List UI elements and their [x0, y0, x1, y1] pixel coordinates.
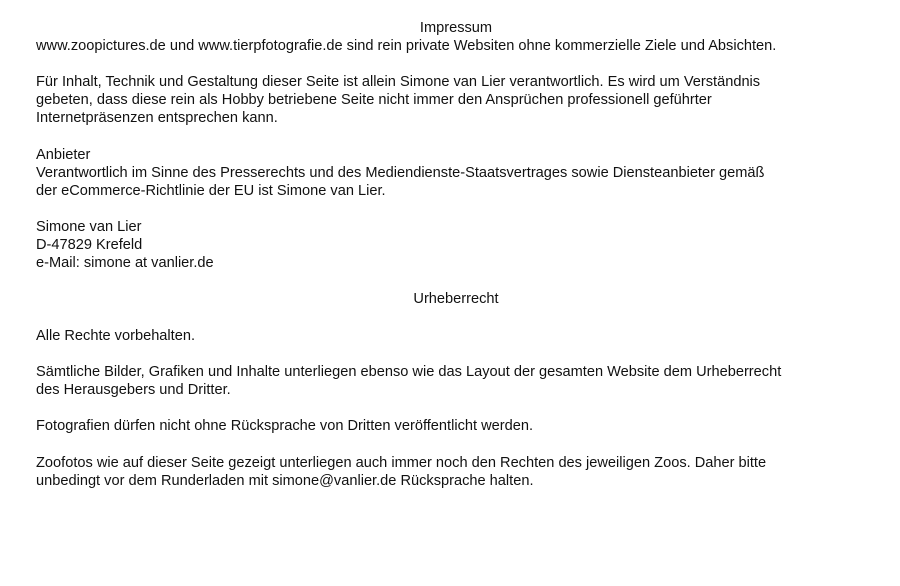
- contact-city: D-47829 Krefeld: [36, 237, 143, 253]
- impressum-heading: Impressum: [419, 20, 493, 36]
- provider-line-2: der eCommerce-Richtlinie der EU ist Simone van Lier.: [36, 183, 386, 199]
- impressum-intro: www.zoopictures.de und www.tierpfotografie.de sind rein private Websiten ohne kommerzielle Ziele und Absichten.: [36, 38, 777, 54]
- zoo-notice-line-2: unbedingt vor dem Runderladen mit simone@vanlier.de Rücksprache halten.: [36, 473, 534, 489]
- responsibility-line-3: Internetpräsenzen entsprechen kann.: [36, 110, 278, 126]
- photos-notice: Fotografien dürfen nicht ohne Rücksprache von Dritten veröffentlicht werden.: [36, 418, 534, 434]
- copyright-heading: Urheberrecht: [413, 291, 499, 307]
- responsibility-line-1: Für Inhalt, Technik und Gestaltung dieser Seite ist allein Simone van Lier verantwortlich. Es wird um Verständnis: [36, 74, 761, 90]
- responsibility-line-2: gebeten, dass diese rein als Hobby betriebene Seite nicht immer den Ansprüchen professionell geführter: [36, 92, 712, 108]
- content-rights-line-1: Sämtliche Bilder, Grafiken und Inhalte unterliegen ebenso wie das Layout der gesamten Website dem Urheberrecht: [36, 364, 782, 380]
- provider-line-1: Verantwortlich im Sinne des Presserechts und des Mediendienste-Staatsvertrages sowie Diensteanbieter gemäß: [36, 165, 765, 181]
- contact-name: Simone van Lier: [36, 219, 142, 235]
- content-rights-line-2: des Herausgebers und Dritter.: [36, 382, 231, 398]
- provider-label: Anbieter: [36, 147, 91, 163]
- contact-email: e-Mail: simone at vanlier.de: [36, 255, 214, 271]
- zoo-notice-line-1: Zoofotos wie auf dieser Seite gezeigt unterliegen auch immer noch den Rechten des jeweiligen Zoos. Daher bitte: [36, 455, 767, 471]
- rights-reserved: Alle Rechte vorbehalten.: [36, 328, 196, 344]
